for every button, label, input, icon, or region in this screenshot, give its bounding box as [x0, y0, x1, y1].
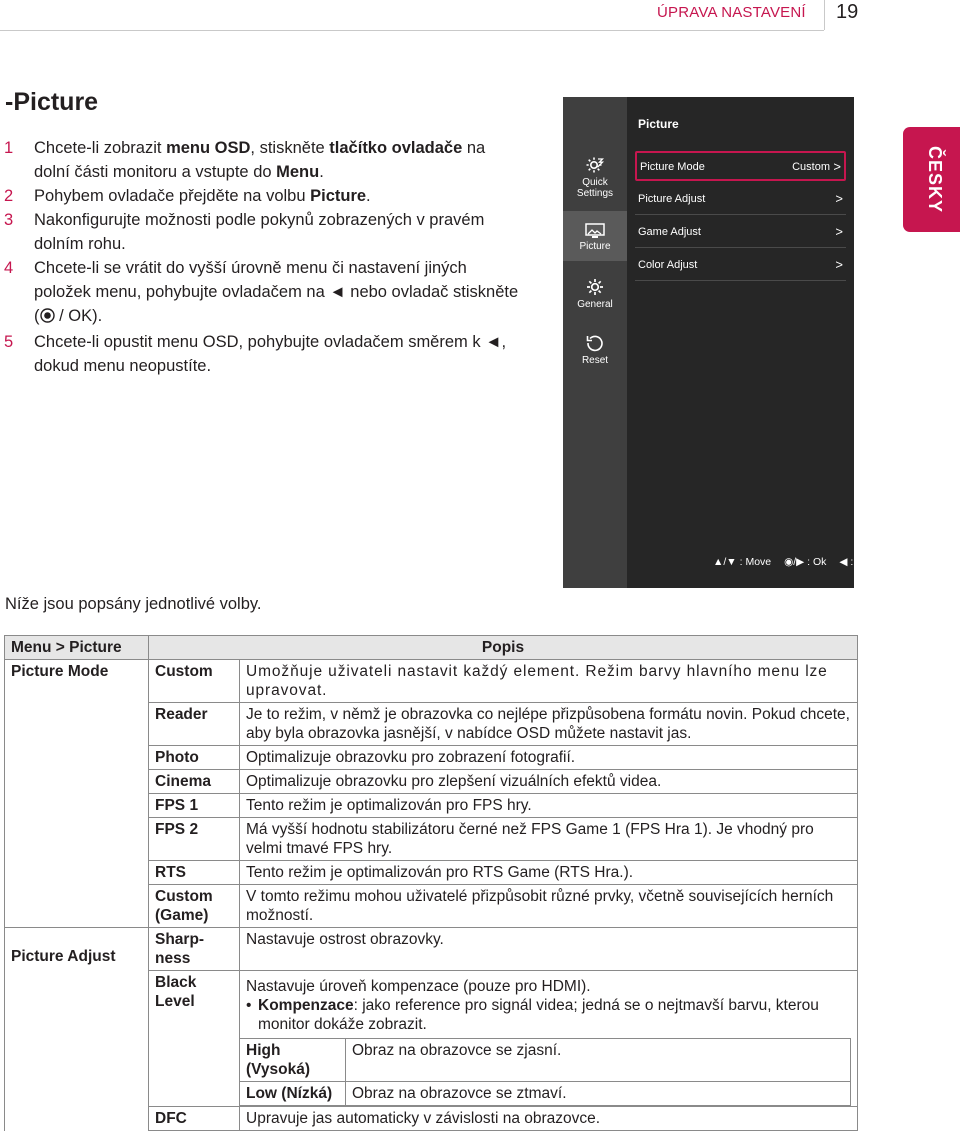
step-text: . — [319, 163, 324, 181]
black-level-desc: Nastavuje úroveň kompenzace (pouze pro HDMI). — [246, 978, 591, 995]
step-text: Nakonfigurujte možnosti podle pokynů zobrazených v pravém dolním rohu. — [34, 211, 485, 253]
table-header-row — [5, 636, 858, 660]
table-option: FPS 1 — [149, 794, 240, 818]
osd-row-label: Color Adjust — [638, 259, 698, 271]
table-header-desc: Popis — [149, 636, 858, 660]
osd-row-label: Game Adjust — [638, 226, 701, 238]
quick-settings-icon — [585, 155, 605, 175]
osd-row-label: Picture Adjust — [638, 193, 706, 205]
table-description: Tento režim je optimalizován pro FPS hry. — [240, 794, 858, 818]
table-option: Black Level — [149, 971, 240, 1107]
osd-sidebar-label: Quick — [582, 177, 608, 188]
osd-sidebar-item-picture[interactable] — [563, 211, 627, 261]
table-header-menu: Menu > Picture — [5, 636, 149, 660]
language-tab-label: ČESKY — [925, 145, 945, 213]
ok-right-icon: ◉/▶ — [784, 556, 805, 568]
osd-panel-title: Picture — [638, 117, 679, 131]
table-description — [240, 971, 858, 1107]
step-item — [4, 208, 524, 256]
step-text: Chcete-li zobrazit — [34, 139, 167, 157]
step-item — [4, 184, 524, 208]
osd-sidebar-item-general[interactable] — [563, 277, 627, 317]
step-number: 3 — [4, 211, 14, 229]
subtable-row — [240, 1082, 851, 1106]
subtable-description: Obraz na obrazovce se zjasní. — [346, 1039, 851, 1082]
osd-sidebar-item-quick-settings[interactable] — [563, 155, 627, 205]
step-text: Chcete-li opustit menu OSD, pohybujte ovladačem směrem k ◄, dokud menu neopustíte. — [34, 333, 507, 375]
step-text-bold: Picture — [310, 187, 367, 205]
step-text: / OK). — [54, 307, 103, 325]
page-title: -Picture — [5, 88, 99, 116]
step-text: . — [366, 187, 371, 205]
step-item — [4, 256, 524, 330]
options-table — [4, 635, 858, 1131]
step-text: , stiskněte — [250, 139, 330, 157]
section-title: ÚPRAVA NASTAVENÍ — [657, 4, 806, 21]
table-option: DFC — [149, 1107, 240, 1131]
table-option: Sharp-ness — [149, 928, 240, 971]
osd-sidebar-item-reset[interactable] — [563, 333, 627, 373]
bullet-text: : jako reference pro signál videa; jedná se o nejtmavší barvu, kterou monitor dokáže zobrazit. — [258, 997, 819, 1033]
osd-footer-hints — [713, 556, 890, 568]
chevron-right-icon: > — [835, 257, 843, 272]
table-description: Má vyšší hodnotu stabilizátoru černé než FPS Game 1 (FPS Hra 1). Je vhodný pro velmi tmavé FPS hry. — [240, 818, 858, 861]
picture-icon — [585, 223, 605, 239]
step-text-bold: menu OSD — [166, 139, 251, 157]
step-number: 5 — [4, 333, 14, 351]
osd-row-value: Custom — [792, 161, 830, 173]
osd-row-label: Picture Mode — [640, 161, 705, 173]
options-intro: Níže jsou popsány jednotlivé volby. — [5, 595, 262, 613]
table-option: Custom (Game) — [149, 885, 240, 928]
table-row — [5, 928, 858, 971]
osd-hint-ok: ◉/▶ : Ok — [784, 556, 827, 568]
step-number: 4 — [4, 259, 14, 277]
osd-sidebar-label: Settings — [576, 188, 614, 199]
bullet-term: Kompenzace — [258, 997, 354, 1014]
language-tab — [903, 127, 960, 232]
table-option: Reader — [149, 703, 240, 746]
osd-row-color-adjust[interactable] — [635, 251, 846, 281]
table-category: Picture Adjust — [5, 928, 149, 1131]
header-separator — [824, 0, 825, 30]
instruction-steps — [4, 136, 524, 378]
step-item — [4, 330, 524, 378]
table-description: Tento režim je optimalizován pro RTS Game (RTS Hra.). — [240, 861, 858, 885]
black-level-bullet — [246, 996, 857, 1034]
osd-sidebar-label: Picture — [579, 241, 611, 252]
table-description: Nastavuje ostrost obrazovky. — [240, 928, 858, 971]
table-description: Optimalizuje obrazovku pro zlepšení vizuálních efektů videa. — [240, 770, 858, 794]
chevron-right-icon: > — [835, 191, 843, 206]
subtable-row — [240, 1039, 851, 1082]
table-description: Je to režim, v němž je obrazovka co nejlépe přizpůsobena formátu novin. Pokud chcete, aby byla obrazovka jasnější, v nabídce OSD můžete nastavit jas. — [240, 703, 858, 746]
table-option: Cinema — [149, 770, 240, 794]
osd-main-panel — [627, 97, 880, 588]
step-number: 2 — [4, 187, 14, 205]
osd-hint-move: ▲/▼ : Move — [713, 556, 772, 568]
step-text: Chcete-li se vrátit do vyšší úrovně menu či nastavení jiných položek menu, pohybujte ovladačem na ◄ nebo ovladač stiskněte ( — [34, 259, 519, 325]
table-category: Picture Mode — [5, 660, 149, 928]
osd-row-picture-adjust[interactable] — [635, 185, 846, 215]
black-level-subtable — [239, 1038, 851, 1106]
step-text-bold: Menu — [276, 163, 320, 181]
osd-sidebar-label: Reset — [581, 355, 609, 366]
osd-sidebar-label: General — [577, 299, 613, 310]
subtable-option: Low (Nízká) — [240, 1082, 346, 1106]
up-down-arrows-icon: ▲/▼ — [713, 556, 737, 568]
step-number: 1 — [4, 139, 14, 157]
table-description: Optimalizuje obrazovku pro zobrazení fotografií. — [240, 746, 858, 770]
step-text-bold: tlačítko ovladače — [329, 139, 463, 157]
subtable-description: Obraz na obrazovce se ztmaví. — [346, 1082, 851, 1106]
osd-row-picture-mode[interactable] — [635, 151, 846, 181]
table-row — [5, 660, 858, 703]
table-option: Custom — [149, 660, 240, 703]
table-option: Photo — [149, 746, 240, 770]
chevron-right-icon: > — [835, 224, 843, 239]
reset-icon — [585, 333, 605, 353]
header-divider — [0, 30, 824, 31]
joystick-ok-icon — [40, 306, 55, 330]
table-option: FPS 2 — [149, 818, 240, 861]
step-item — [4, 136, 524, 184]
left-arrow-icon: ◀ — [839, 556, 848, 568]
page-number: 19 — [836, 1, 859, 23]
osd-hint-back: ◀ : Back — [839, 556, 880, 568]
osd-row-game-adjust[interactable] — [635, 218, 846, 248]
table-description: Umožňuje uživateli nastavit každý element. Režim barvy hlavního menu lze upravovat. — [240, 660, 858, 703]
osd-sidebar — [563, 97, 627, 588]
subtable-option: High (Vysoká) — [240, 1039, 346, 1082]
osd-menu-screenshot — [563, 97, 880, 588]
step-text: Pohybem ovladače přejděte na volbu — [34, 187, 311, 205]
table-description: Upravuje jas automaticky v závislosti na obrazovce. — [240, 1107, 858, 1131]
table-option: RTS — [149, 861, 240, 885]
table-description: V tomto režimu mohou uživatelé přizpůsobit různé prvky, včetně souvisejících herních možností. — [240, 885, 858, 928]
step-text: na dolní části monitoru a vstupte do — [34, 139, 486, 181]
chevron-right-icon: > — [833, 159, 841, 174]
gear-icon — [585, 277, 605, 297]
